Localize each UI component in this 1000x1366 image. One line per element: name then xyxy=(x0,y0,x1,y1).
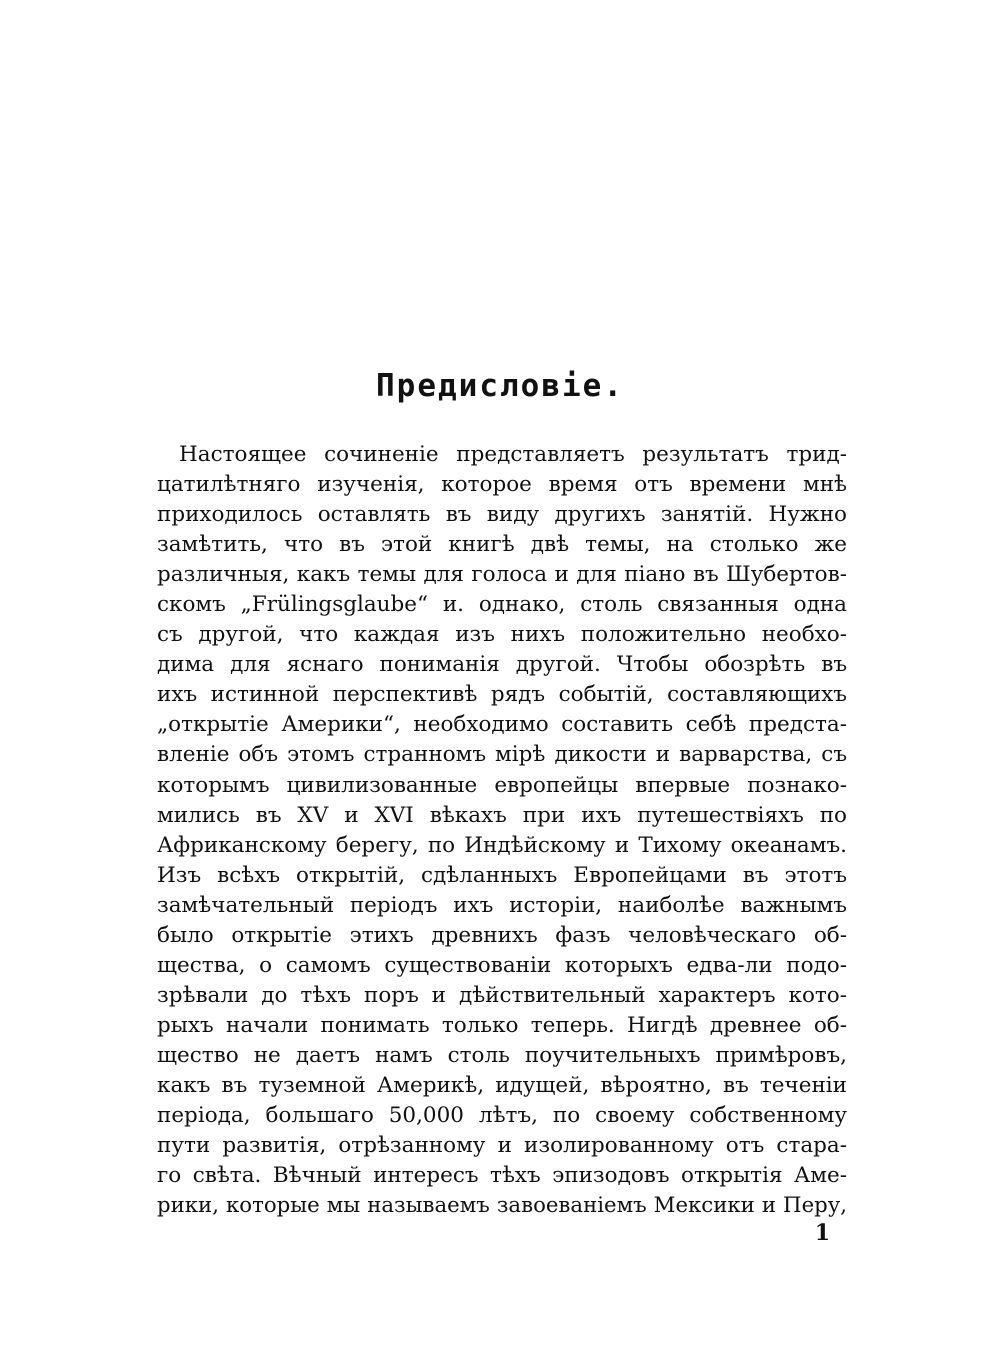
text-line: рыхъ начали понимать только теперь. Нигдѣ древнее об- xyxy=(157,1012,847,1038)
text-line: вленіе объ этомъ странномъ мірѣ дикости и варварства, съ xyxy=(157,742,847,768)
text-line: періода, большаго 50,000 лѣтъ, по своему собственному xyxy=(157,1103,847,1129)
text-line: Изъ всѣхъ открытій, сдѣланныхъ Европейцами въ этотъ xyxy=(157,862,847,888)
text-line: щества, о самомъ существованіи которыхъ едва-ли подо- xyxy=(157,952,847,978)
text-line: приходилось оставлять въ виду другихъ занятій. Нужно xyxy=(157,502,847,528)
text-line: Настоящее сочиненіе представляетъ результатъ трид- xyxy=(179,442,847,467)
text-line: щество не даетъ намъ столь поучительныхъ примѣровъ, xyxy=(157,1042,847,1068)
text-line: различныя, какъ темы для голоса и для піано въ Шубертов- xyxy=(157,562,847,588)
text-line: зрѣвали до тѣхъ поръ и дѣйствительный характеръ кото- xyxy=(157,982,847,1008)
text-line: пути развитія, отрѣзанному и изолированному отъ стара- xyxy=(157,1133,847,1159)
text-line: какъ въ туземной Америкѣ, идущей, вѣроятно, въ теченіи xyxy=(157,1072,847,1098)
text-line: дима для яснаго пониманія другой. Чтобы обозрѣть въ xyxy=(157,652,847,678)
text-line: замѣтить, что въ этой книгѣ двѣ темы, на столько же xyxy=(157,532,847,558)
page-number: 1 xyxy=(814,1220,830,1246)
text-line: рики, которые мы называемъ завоеваніемъ Мексики и Перу, xyxy=(157,1193,847,1219)
text-line: ихъ истинной перспективѣ рядъ событій, составляющихъ xyxy=(157,682,847,708)
text-line: цатилѣтняго изученія, которое время отъ времени мнѣ xyxy=(157,472,847,498)
text-line: съ другой, что каждая изъ нихъ положительно необхо- xyxy=(157,622,847,648)
chapter-heading: Предисловіе. xyxy=(376,368,624,404)
body-text xyxy=(157,440,847,1221)
text-line: скомъ „Frülingsglaube“ и. однако, столь связанныя одна xyxy=(157,592,847,618)
text-line: которымъ цивилизованные европейцы впервые познако- xyxy=(157,772,847,798)
text-line: го свѣта. Вѣчный интересъ тѣхъ эпизодовъ открытія Аме- xyxy=(157,1163,847,1189)
text-line: „открытіе Америки“, необходимо составить себѣ предста- xyxy=(157,712,847,738)
text-line: было открытіе этихъ древнихъ фазъ человѣческаго об- xyxy=(157,922,847,948)
text-line: мились въ XV и XVI вѣкахъ при ихъ путешествіяхъ по xyxy=(157,802,847,828)
text-line: Африканскому берегу, по Индѣйскому и Тихому океанамъ. xyxy=(157,832,847,858)
text-line: замѣчательный періодъ ихъ исторіи, наиболѣе важнымъ xyxy=(157,892,847,918)
